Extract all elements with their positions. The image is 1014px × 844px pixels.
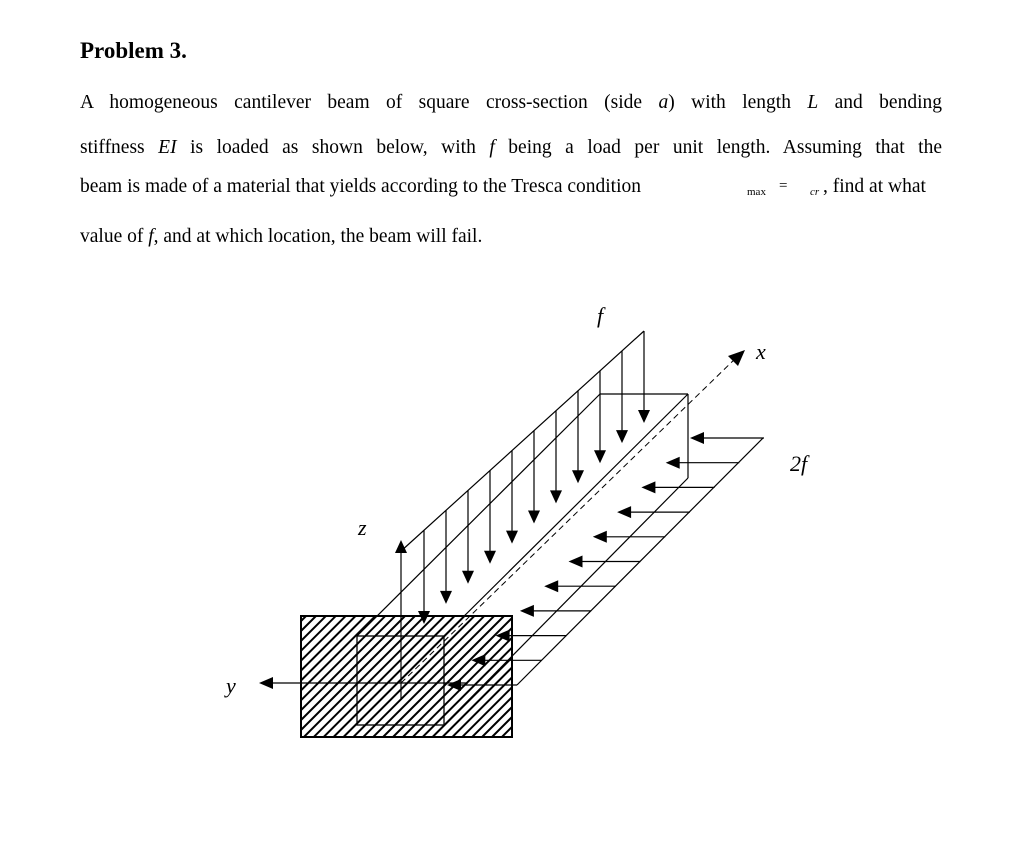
label-2f: 2f: [790, 451, 808, 476]
y-axis-arrowhead: [259, 677, 273, 689]
load-2f-arrowhead: [520, 605, 534, 617]
tresca-tail-text: , find at what: [823, 176, 926, 197]
label-x: x: [756, 339, 766, 364]
problem-title: Problem 3.: [80, 38, 187, 63]
label-z: z: [358, 515, 367, 540]
load-2f-arrowhead: [617, 506, 631, 518]
load-f-arrowhead: [572, 470, 584, 483]
label-y: y: [226, 673, 236, 698]
problem-text-line-1: A homogeneous cantilever beam of square cross-section (side a) with length L and bending: [80, 92, 943, 113]
load-f-arrowhead: [528, 511, 540, 524]
fixed-support-hatch: [301, 616, 512, 737]
load-f-arrows: [418, 331, 650, 624]
problem-text-line-2: stiffness EI is loaded as shown below, with f being a load per unit length. Assuming that the: [80, 137, 942, 158]
load-2f-arrowhead: [641, 481, 655, 493]
load-f-arrowhead: [616, 430, 628, 443]
tresca-max-subscript: max: [747, 186, 766, 198]
load-f-arrowhead: [484, 551, 496, 564]
load-f-arrowhead: [550, 490, 562, 503]
load-f-arrowhead: [506, 531, 518, 544]
load-f-distribution: [400, 331, 644, 552]
load-f-arrowhead: [462, 571, 474, 584]
problem-text-line-4: value of f, and at which location, the beam will fail.: [80, 226, 483, 247]
x-axis-arrowhead: [728, 350, 745, 366]
load-2f-arrowhead: [569, 556, 583, 568]
load-2f-arrowhead: [666, 457, 680, 469]
load-f-arrowhead: [440, 591, 452, 604]
load-2f-arrowhead: [544, 580, 558, 592]
tresca-equals: =: [779, 178, 788, 194]
problem-text-line-3: beam is made of a material that yields according to the Tresca condition max = cr , find at what: [80, 176, 926, 198]
load-f-arrowhead: [638, 410, 650, 423]
load-f-arrowhead: [594, 450, 606, 463]
label-f: f: [597, 303, 604, 328]
tresca-cr-subscript: cr: [810, 186, 820, 198]
load-2f-arrowhead: [690, 432, 704, 444]
load-2f-arrowhead: [593, 531, 607, 543]
